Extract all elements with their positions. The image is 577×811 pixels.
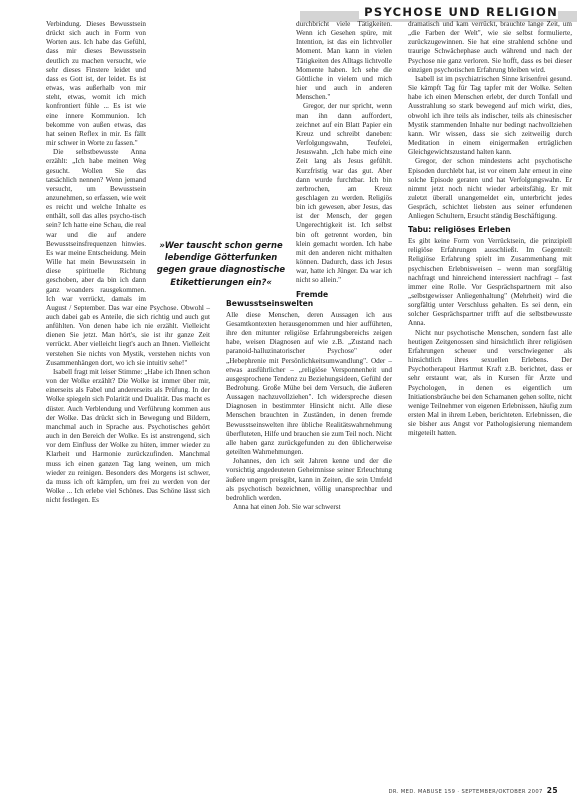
open-quote-mark: » (159, 240, 165, 250)
paragraph: Die selbstbewusste Anna erzählt: „Ich habe meinen Weg gesucht. Wollen Sie das tatsächlich nennen? Wenn jemand versucht, um Bewusstsein anzunehmen, so erfassen, wie weit es reicht und welche Inhalte es enthält, soll das alles psycho-tisch sein? Ich hatte eine Schau, die real war und die auf andere Bewusstseinsfrequenzen hinwies. Es war meine Entscheidung. Mein Wille hat mein Bewusstsein in diese spirituelle Richtung geschoben, aber da bin ich dann ganz woanders rausgekommen. Ich war verrückt, damals im August / September. Das war eine Psychose. Obwohl – auch dabei gab es Anteile, die sich richtig und auch gut anfühlten. Von denen habe ich nie erzählt. Vielleicht dienen Sie jetzt. Man hört's, sie ist ihr ganze Zeit verrückt. Aber vielleicht liegt's auch an Ihnen. Vielleicht verstehen Sie nichts von Mystik, verstehen nichts von Zusammenhängen dort, wo ich sie intuitiv sehe!" (46, 148, 210, 367)
close-quote-mark: « (266, 276, 272, 287)
paragraph: Gregor, der schon mindestens acht psychotische Episoden durchlebt hat, ist vor einem Jahr erneut in eine solche Episode geraten und hat Verfolgungswahn. Er nimmt jetzt noch nicht wieder arbeitsfähig. Er mit zuletzt überall unangemeldet ein, unterbricht jedes Gespräch, schichtet liebsten aus seiner erfundenen Anliegen Schultern, Ersucht ständig Beschäftigung. (408, 157, 572, 221)
paragraph: Nicht nur psychotische Menschen, sondern fast alle heutigen Zeitgenossen sind hinsichtlich ihrer religiösen Erfahrungen scheuer und verschwiegener als hinsichtlich ihres sexuellen Erlebens. Der Psychotherapeut Hartmut Kraft z.B. berichtet, dass er sehr erstaunt war, als in Kursen für Ärzte und Psychologen, in denen es eigentlich um Initiationsbräuche bei den Schamanen gehen sollte, nicht wenige Teilnehmer von eigenen Erlebnissen, häufig zum ersten Mal in ihrem Leben, berichteten. Erlebnissen, die sie bisher aus Angst vor Pathologisierung niemandem mitgeteilt hatten. (408, 328, 572, 438)
subheading-tabu-religioeses-erleben: Tabu: religiöses Erleben (408, 225, 511, 235)
footer-running-text: DR. MED. MABUSE 159 · SEPTEMBER/OKTOBER 2007 (388, 789, 543, 795)
paragraph: durchbricht viele Tätigkeiten. Wenn ich Gesehen spüre, mit Intention, ist das ein lichtvoller Moment. Man kann in vielen Tätigkeiten des Alltags lichtvolle Momente haben. Ich sehe die Göttliche in vielem und mich hier und auch in anderen Menschen." (296, 20, 392, 102)
section-label: PSYCHOSE UND RELIGION (359, 5, 558, 19)
text-column-3 (408, 20, 572, 438)
pull-quote (150, 233, 292, 294)
page-footer (389, 786, 559, 795)
paragraph: Alle diese Menschen, deren Aussagen ich aus Gesamtkontexten herausgenommen und hier aufführten, ihre den mitunter religiöse Erfahrungsbereichs zeigen habe, weisen Diagnosen auf wie z.B. „Zustand nach paranoid-halluzinatorischer Psychose" oder „Hebephrenie mit Persönlichkeitsumwandlung". Oder – etwas ausführlicher – „religiöse Versponnenheit und ausgesprochene Tendenz zu Beziehungsideen, Gefühl der Bedrohung. Große Mühe bei dem Versuch, die äußeren Aussagen nachzuvollziehen". Ich widerspreche diesen Diagnosen in bestimmter Hinsicht nicht. Alle diese Menschen brauchten in Zuständen, in denen fremde Bewusstseinswelten ihre übliche Realitätswahrnehmung überfluteten, Hilfe und brauchen sie zum Teil noch. Nicht alle haben ganz zurückgefunden zu den üblicherweise geteilten Wahrnehmungen. (226, 310, 392, 457)
paragraph: Anna hat einen Job. Sie war schwerst (233, 503, 341, 511)
paragraph: dramatisch und kam verrückt, brauchte lange Zeit, um „die Farben der Welt", wie sie selbst formulierte, zurückzugewinnen. Sie hat eine strahlend schöne und traurige Schwächephase auch während und nach der Psychose nie ganz verloren. Sie hofft, dass es bei dieser einzigen psychotischen Erfahrung bleiben wird. (408, 20, 572, 74)
page-number: 25 (546, 786, 558, 795)
pull-quote-text: Wer tauscht schon gerne lebendige Götterfunken gegen graue diagnostische Etikettierungen ein? (156, 240, 286, 287)
paragraph: Verbindung. Dieses Bewusstsein drückt sich auch in Form von Worten aus. Ich habe das Gefühl, dass mir dieses Bewusstsein deutlich zu machen versucht, wie sehr dieses Finstere leidet und dass es Gott ist, der leidet. Es ist etwas, was außerhalb von mir steht, etwas, womit ich mich konfrontiert fühle ... Es ist wie eine innere Kommunion. Ich bekomme von außen etwas, das hat seinen Reflex in mir. Es fällt mir schwer in Worte zu fassen." (46, 20, 146, 148)
subheading-fremde-bewusstseinswelten: Fremde Bewusstseinswelten (226, 289, 329, 309)
paragraph: Isabell ist im psychiatrischen Sinne krisenfrei gesund. Sie kämpft Tag für Tag tapfer mit der Wolke. Selten habe ich einen Menschen erlebt, der durch Tonfall und Ausstrahlung so stark bewegend auf mich wirkt, dies, obwohl ich ihre teils als indischer, teils als chinesischer Mystik stammenden Inhalte nur bedingt nachvollziehen kann. Wir wissen, dass sie sich zeitweilig durch Meditation in einem einigermaßen erträglichen Gleichgewichtszustand halten kann. (408, 74, 572, 157)
paragraph: Johannes, den ich seit Jahren kenne und der die vorsichtig angedeuteten Geheimnisse seiner Erleuchtung äußere ungern preisgibt, kann in Zeiten, die sein Umfeld als psychotisch bezeichnen, völlig unansprechbar und bedrohlich werden. (226, 457, 392, 502)
paragraph: Es gibt keine Form von Verrücktsein, die prinzipiell religiöse Erfahrungen ausschließt. Im Gegenteil: Religiöse Erfahrung spielt im Zusammenhang mit psychischen Erlebnisweisen – wenn man sorgfältig nachfragt und hinreichend interessiert nachfragt – fast immer eine Rolle. Vor Gesprächspartnern mit also „selbstgewisser Anliegenhaltung" (Mehrheit) wird die sorgfältig unter Verschluss gehalten. Es sei denn, ein solcher Gesprächspartner trifft auf die selbstbewusste Anna. (408, 237, 572, 328)
paragraph: Isabell fragt mit leiser Stimme: „Habe ich Ihnen schon von der Wolke erzählt? Die Wolke ist immer über mir, einerseits als Fabel und andererseits als Prüfung. In der Wolke spiegeln sich Polarität und Dualität. Das macht es düster. Auch Verblendung und Verführung kommen aus der Wolke. Das drückt sich in Bewegung und Bildern, manchmal auch in Sprache aus. Psychotisches gehört auch in den Bereich der Wolke. Es ist anstrengend, sich vor dem Einfluss der Wolke zu hüten, immer wieder zu Klarheit und Harmonie zurückzufinden. Manchmal muss ich einen ganzen Tag lang weinen, um mich wieder zu reinigen. Besonders des Morgens ist schwer, da muss ich oft kämpfen, um frei zu werden von der Wolke ... Ich erlebe viel Schönes. Das Schöne lässt sich nicht festlegen. Es (46, 367, 210, 505)
paragraph: Gregor, der nur spricht, wenn man ihn dann auffordert, zeichnet auf ein Blatt Papier ein Kreuz und schreibt daneben: Verfolgungswahn, Teufelei, Jesuswahn. „Ich habe mich eine Zeit lang als Jesus gefühlt. Kurzfristig war das gut. Aber dann wurde furchtbar. Ich bin zerbrochen, am Kreuz geschlagen zu werden. Religiös bin ich gewesen, aber Jesus, das ist der Mensch, der gegen Ungerechtigkeit ist. Ich selbst bin oft getrennt worden, bin klein gemacht worden. Ich habe mit den anderen nicht mithalten können. Dadurch, dass ich Jesus war, hatte ich Jünger. Da war ich nicht so allein." (296, 102, 392, 285)
